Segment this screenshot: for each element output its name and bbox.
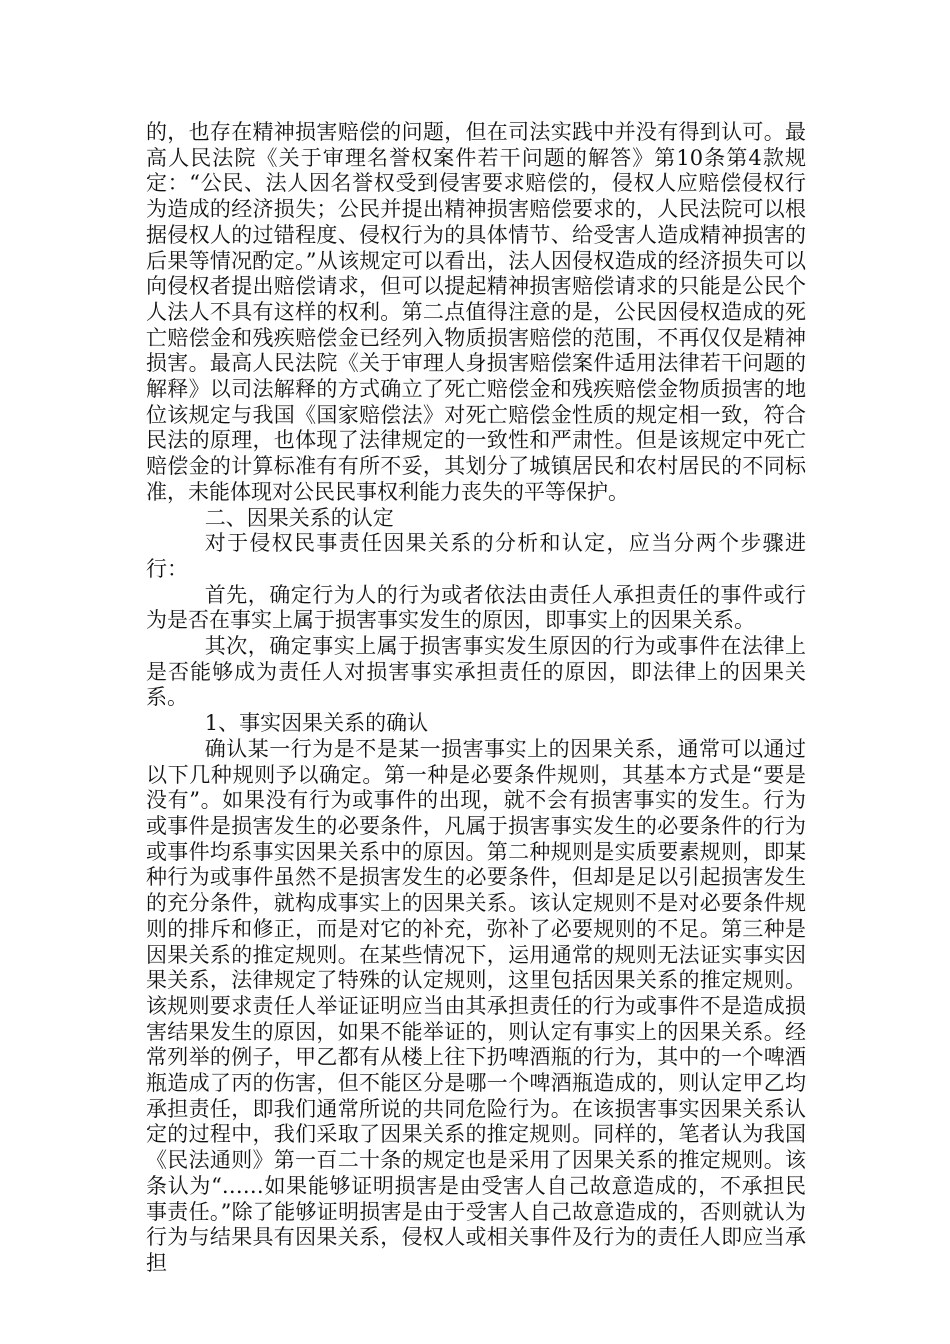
paragraph-damages-discussion: 的，也存在精神损害赔偿的问题，但在司法实践中并没有得到认可。最高人民法院《关于审理名誉权案件若干问题的解答》第10条第4款规定：“公民、法人因名誉权受到侵害要求赔偿的，侵权人应赔偿侵权行为造成的经济损失；公民并提出精神损害赔偿要求的，人民法院可以根据侵权人的过错程度、侵权行为的具体情节、给受害人造成精神损害的后果等情况酌定。”从该规定可以看出，法人因侵权造成的经济损失可以向侵权者提出赔偿请求，但可以提起精神损害赔偿请求的只能是公民个人法人不具有这样的权利。第二点值得注意的是，公民因侵权造成的死亡赔偿金和残疾赔偿金已经列入物质损害赔偿的范围，不再仅仅是精神损害。最高人民法院《关于审理人身损害赔偿案件适用法律若干问题的解释》以司法解释的方式确立了死亡赔偿金和残疾赔偿金物质损害的地位该规定与我国《国家赔偿法》对死亡赔偿金性质的规定相一致，符合民法的原理，也体现了法律规定的一致性和严肃性。但是该规定中死亡赔偿金的计算标准有有所不妥，其划分了城镇居民和农村居民的不同标准，未能体现对公民民事权利能力丧失的平等保护。 [146, 120, 806, 504]
paragraph-two-steps: 对于侵权民事责任因果关系的分析和认定，应当分两个步骤进行： [146, 531, 806, 581]
paragraph-second-step: 其次，确定事实上属于损害事实发生原因的行为或事件在法律上是否能够成为责任人对损害事实承担责任的原因，即法律上的因果关系。 [146, 634, 806, 710]
subsection-heading-factual-causation: 1、事实因果关系的确认 [204, 711, 429, 736]
paragraph-causation-rules: 确认某一行为是不是某一损害事实上的因果关系，通常可以通过以下几种规则予以确定。第一种是必要条件规则，其基本方式是“要是没有”。如果没有行为或事件的出现，就不会有损害事实的发生。行为或事件是损害发生的必要条件，凡属于损害事实发生的必要条件的行为或事件均系事实因果关系中的原因。第二种规则是实质要素规则，即某种行为或事件虽然不是损害发生的必要条件，但却是足以引起损害发生的充分条件，就构成事实上的因果关系。该认定规则不是对必要条件规则的排斥和修正，而是对它的补充，弥补了必要规则的不足。第三种是因果关系的推定规则。在某些情况下，运用通常的规则无法证实事实因果关系，法律规定了特殊的认定规则，这里包括因果关系的推定规则。该规则要求责任人举证证明应当由其承担责任的行为或事件不是造成损害结果发生的原因，如果不能举证的，则认定有事实上的因果关系。经常列举的例子，甲乙都有从楼上往下扔啤酒瓶的行为，其中的一个啤酒瓶造成了丙的伤害，但不能区分是哪一个啤酒瓶造成的，则认定甲乙均承担责任，即我们通常所说的共同危险行为。在该损害事实因果关系认定的过程中，我们采取了因果关系的推定规则。同样的，笔者认为我国《民法通则》第一百二十条的规定也是采用了因果关系的推定规则。该条认为“……如果能够证明损害是由受害人自己故意造成的，不承担民事责任。”除了能够证明损害是由于受害人自己故意造成的，否则就认为行为与结果具有因果关系，侵权人或相关事件及行为的责任人即应当承担 [146, 736, 806, 1275]
section-heading-causation: 二、因果关系的认定 [204, 505, 394, 530]
paragraph-first-step: 首先，确定行为人的行为或者依法由责任人承担责任的事件或行为是否在事实上属于损害事实发生的原因，即事实上的因果关系。 [146, 582, 806, 633]
document-page [146, 120, 806, 1277]
